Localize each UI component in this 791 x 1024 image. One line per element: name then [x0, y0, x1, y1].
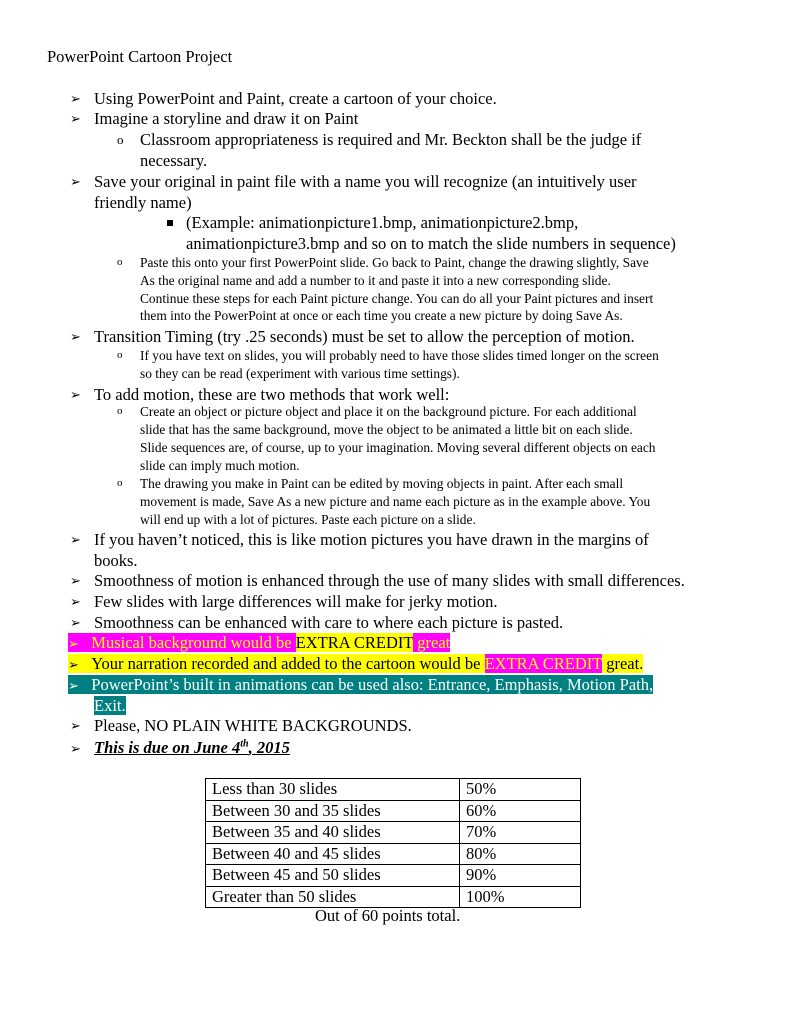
table-cell: Between 45 and 50 slides: [206, 865, 460, 887]
table-row: [206, 843, 581, 865]
table-cell: Between 30 and 35 slides: [206, 800, 460, 822]
bullet-text: Save your original in paint file with a name you will recognize (an intuitively user: [94, 172, 637, 191]
table-row: [206, 800, 581, 822]
sub-bullet-text: necessary.: [140, 151, 208, 170]
bullet-text: books.: [94, 551, 138, 570]
sub-bullet-text: animationpicture3.bmp and so on to match the slide numbers in sequence): [186, 234, 676, 253]
extra-credit-label: EXTRA CREDIT: [295, 633, 414, 652]
highlighted-bullet: [94, 696, 126, 716]
highlighted-bullet: [68, 675, 653, 695]
sub-bullet-text: Paste this onto your first PowerPoint slide. Go back to Paint, change the drawing slightly, Save: [140, 255, 649, 270]
bullet-text: Your narration recorded and added to the cartoon would be: [91, 654, 485, 673]
arrow-bullet-icon: ➢: [70, 532, 81, 547]
highlighted-bullet: [68, 654, 643, 674]
table-cell: Less than 30 slides: [206, 779, 460, 801]
arrow-bullet-icon: ➢: [68, 678, 79, 693]
bullet-text: Smoothness of motion is enhanced through the use of many slides with small differences.: [94, 571, 685, 590]
sub-bullet-text: Create an object or picture object and place it on the background picture. For each additional: [140, 404, 637, 419]
sub-bullet-text: will end up with a lot of pictures. Paste each picture on a slide.: [140, 512, 476, 527]
sub-bullet-text: slide that has the same background, move the object to be animated a little bit on each slide.: [140, 422, 633, 437]
arrow-bullet-icon: ➢: [70, 387, 81, 402]
sub-bullet-text: The drawing you make in Paint can be edited by moving objects in paint. After each small: [140, 476, 624, 491]
extra-credit-label: EXTRA CREDIT: [484, 654, 603, 673]
table-cell: Between 40 and 45 slides: [206, 843, 460, 865]
bullet-text: Smoothness can be enhanced with care to where each picture is pasted.: [94, 613, 564, 632]
bullet-text: Imagine a storyline and draw it on Paint: [94, 109, 359, 128]
table-row: [206, 865, 581, 887]
bullet-text: great: [413, 633, 451, 652]
bullet-text: To add motion, these are two methods that work well:: [94, 385, 450, 404]
arrow-bullet-icon: ➢: [70, 718, 81, 733]
table-cell: 80%: [460, 843, 581, 865]
square-bullet-icon: [167, 220, 173, 226]
arrow-bullet-icon: ➢: [68, 657, 79, 672]
sub-bullet-text: so they can be read (experiment with various time settings).: [140, 366, 460, 381]
bullet-text: PowerPoint’s built in animations can be used also: Entrance, Emphasis, Motion Path,: [91, 675, 654, 694]
table-row: [206, 886, 581, 908]
highlighted-bullet: [68, 633, 450, 653]
bullet-text: Please, NO PLAIN WHITE BACKGROUNDS.: [94, 716, 412, 735]
due-date-text: [94, 738, 290, 758]
due-date-part: , 2015: [248, 738, 290, 757]
sub-bullet-text: Classroom appropriateness is required and Mr. Beckton shall be the judge if: [140, 130, 642, 149]
arrow-bullet-icon: ➢: [70, 615, 81, 630]
arrow-bullet-icon: ➢: [70, 573, 81, 588]
due-date-sup: th: [240, 738, 249, 750]
arrow-bullet-icon: ➢: [70, 174, 81, 189]
bullet-text: If you haven’t noticed, this is like motion pictures you have drawn in the margins of: [94, 530, 649, 549]
table-cell: 50%: [460, 779, 581, 801]
grading-table: [205, 778, 581, 908]
bullet-text: friendly name): [94, 193, 192, 212]
table-cell: 90%: [460, 865, 581, 887]
circle-bullet-icon: o: [117, 132, 124, 147]
arrow-bullet-icon: ➢: [70, 91, 81, 106]
arrow-bullet-icon: ➢: [70, 594, 81, 609]
bullet-text: great.: [602, 654, 644, 673]
bullet-text: Exit.: [94, 696, 126, 715]
table-cell: 60%: [460, 800, 581, 822]
bullet-text: Transition Timing (try .25 seconds) must be set to allow the perception of motion.: [94, 327, 635, 346]
circle-bullet-icon: o: [117, 477, 123, 489]
sub-bullet-text: (Example: animationpicture1.bmp, animationpicture2.bmp,: [186, 213, 579, 232]
arrow-bullet-icon: ➢: [70, 111, 81, 126]
table-cell: 70%: [460, 822, 581, 844]
table-cell: Greater than 50 slides: [206, 886, 460, 908]
total-points-text: Out of 60 points total.: [315, 906, 461, 925]
sub-bullet-text: them into the PowerPoint at once or each time you create a new picture by doing Save As.: [140, 308, 623, 323]
table-row: [206, 822, 581, 844]
bullet-text: Musical background would be: [91, 633, 296, 652]
document-title: PowerPoint Cartoon Project: [47, 47, 233, 66]
bullet-text: Using PowerPoint and Paint, create a cartoon of your choice.: [94, 89, 497, 108]
sub-bullet-text: Continue these steps for each Paint picture change. You can do all your Paint pictures and insert: [140, 291, 654, 306]
sub-bullet-text: slide can imply much motion.: [140, 458, 300, 473]
sub-bullet-text: If you have text on slides, you will probably need to have those slides timed longer on the screen: [140, 348, 659, 363]
table-cell: 100%: [460, 886, 581, 908]
table-cell: Between 35 and 40 slides: [206, 822, 460, 844]
circle-bullet-icon: o: [117, 349, 123, 361]
arrow-bullet-icon: ➢: [70, 741, 81, 756]
circle-bullet-icon: o: [117, 256, 123, 268]
bullet-text: Few slides with large differences will make for jerky motion.: [94, 592, 498, 611]
arrow-bullet-icon: ➢: [70, 329, 81, 344]
table-row: [206, 779, 581, 801]
sub-bullet-text: movement is made, Save As a new picture and name each picture as in the example above. You: [140, 494, 651, 509]
sub-bullet-text: Slide sequences are, of course, up to your imagination. Moving several different objects on each: [140, 440, 656, 455]
arrow-bullet-icon: ➢: [68, 636, 79, 651]
circle-bullet-icon: o: [117, 405, 123, 417]
sub-bullet-text: As the original name and add a number to it and paste it into a new corresponding slide.: [140, 273, 611, 288]
due-date-part: This is due on June 4: [94, 738, 241, 757]
